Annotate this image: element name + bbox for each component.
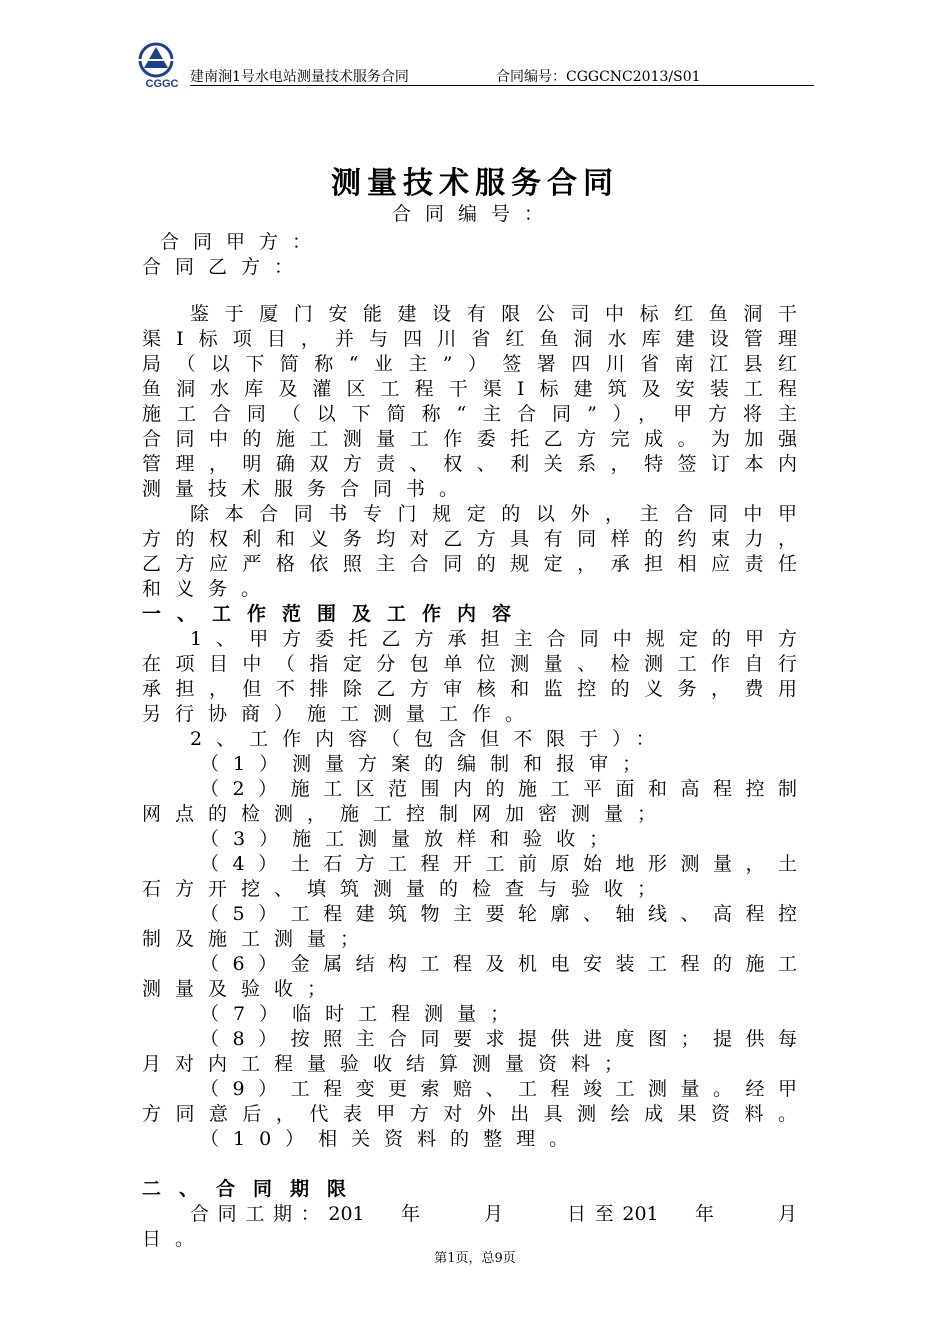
list-item: 石方开挖、填筑测量的检查与验收； bbox=[142, 878, 671, 900]
paragraph-line: 1、甲方委托乙方承担主合同中规定的甲方 bbox=[190, 628, 797, 650]
list-item: （1）测量方案的编制和报审； bbox=[200, 753, 656, 775]
paragraph-line: 另行协商）施工测量工作。 bbox=[142, 703, 539, 725]
paragraph-line: 日。 bbox=[142, 1228, 209, 1250]
list-item: （2）施工区范围内的施工平面和高程控制 bbox=[200, 778, 797, 800]
list-item: 月对内工程量验收结算测量资料； bbox=[142, 1053, 638, 1075]
paragraph-line: 承担，但不排除乙方审核和监控的义务，费用 bbox=[142, 678, 797, 700]
list-item: 方同意后，代表甲方对外出具测绘成果资料。 bbox=[142, 1103, 797, 1125]
document-title: 测量技术服务合同 bbox=[331, 166, 619, 201]
field-party-b: 合同乙方： bbox=[142, 256, 308, 278]
list-item: 测量及验收； bbox=[142, 978, 341, 1000]
paragraph-line: 合同中的施工测量工作委托乙方完成。为加强 bbox=[142, 428, 797, 450]
header-rule bbox=[190, 85, 814, 86]
paragraph-line: 施工合同（以下简称“主合同”），甲方将主 bbox=[142, 403, 797, 425]
header-doc-name: 建南涧1号水电站测量技术服务合同 bbox=[190, 69, 409, 85]
paragraph-line: 在项目中（指定分包单位测量、检测工作自行 bbox=[142, 653, 797, 675]
paragraph-line: 方的权利和义务均对乙方具有同样的约束力， bbox=[142, 528, 797, 550]
paragraph-line: 渠Ⅰ标项目，并与四川省红鱼洞水库建设管理 bbox=[142, 328, 797, 350]
list-item: （9）工程变更索赔、工程竣工测量。经甲 bbox=[200, 1078, 797, 1100]
field-party-a: 合同甲方： bbox=[160, 231, 326, 253]
paragraph-line: 鉴于厦门安能建设有限公司中标红鱼洞干 bbox=[190, 303, 797, 325]
list-item: 制及施工测量； bbox=[142, 928, 374, 950]
header-contract-no: 合同编号：CGGCNC2013/S01 bbox=[496, 69, 701, 85]
paragraph-line: 鱼洞水库及灌区工程干渠Ⅰ标建筑及安装工程 bbox=[142, 378, 797, 400]
paragraph-line: 管理，明确双方责、权、利关系，特签订本内 bbox=[142, 453, 797, 475]
page-number: 第1页，总9页 bbox=[434, 1251, 516, 1266]
paragraph-line: 局（以下简称“业主”）签署四川省南江县红 bbox=[142, 353, 797, 375]
paragraph-line: 除本合同书专门规定的以外，主合同中甲 bbox=[190, 503, 797, 525]
paragraph-line: 和义务。 bbox=[142, 578, 275, 600]
list-item: （8）按照主合同要求提供进度图；提供每 bbox=[200, 1028, 797, 1050]
svg-text:CGGC: CGGC bbox=[145, 78, 179, 90]
list-item: （3）施工测量放样和验收； bbox=[200, 828, 623, 850]
paragraph-line: 测量技术服务合同书。 bbox=[142, 478, 473, 500]
list-item: （10）相关资料的整理。 bbox=[200, 1128, 583, 1150]
section-heading: 二、合同期限 bbox=[142, 1178, 365, 1200]
list-item: （7）临时工程测量； bbox=[200, 1003, 524, 1025]
cggc-logo bbox=[132, 38, 192, 90]
paragraph-line: 合同工期：201 年 月 日至201 年 月 bbox=[190, 1203, 797, 1225]
paragraph-line: 2、工作内容（包含但不限于）： bbox=[190, 728, 669, 750]
list-item: （5）工程建筑物主要轮廓、轴线、高程控 bbox=[200, 903, 797, 925]
field-contract-no: 合同编号： bbox=[392, 203, 558, 225]
list-item: 网点的检测，施工控制网加密测量； bbox=[142, 803, 671, 825]
list-item: （6）金属结构工程及机电安装工程的施工 bbox=[200, 953, 797, 975]
list-item: （4）土石方工程开工前原始地形测量，土 bbox=[200, 853, 797, 875]
section-heading: 一、工作范围及工作内容 bbox=[142, 603, 528, 625]
paragraph-line: 乙方应严格依照主合同的规定，承担相应责任 bbox=[142, 553, 797, 575]
